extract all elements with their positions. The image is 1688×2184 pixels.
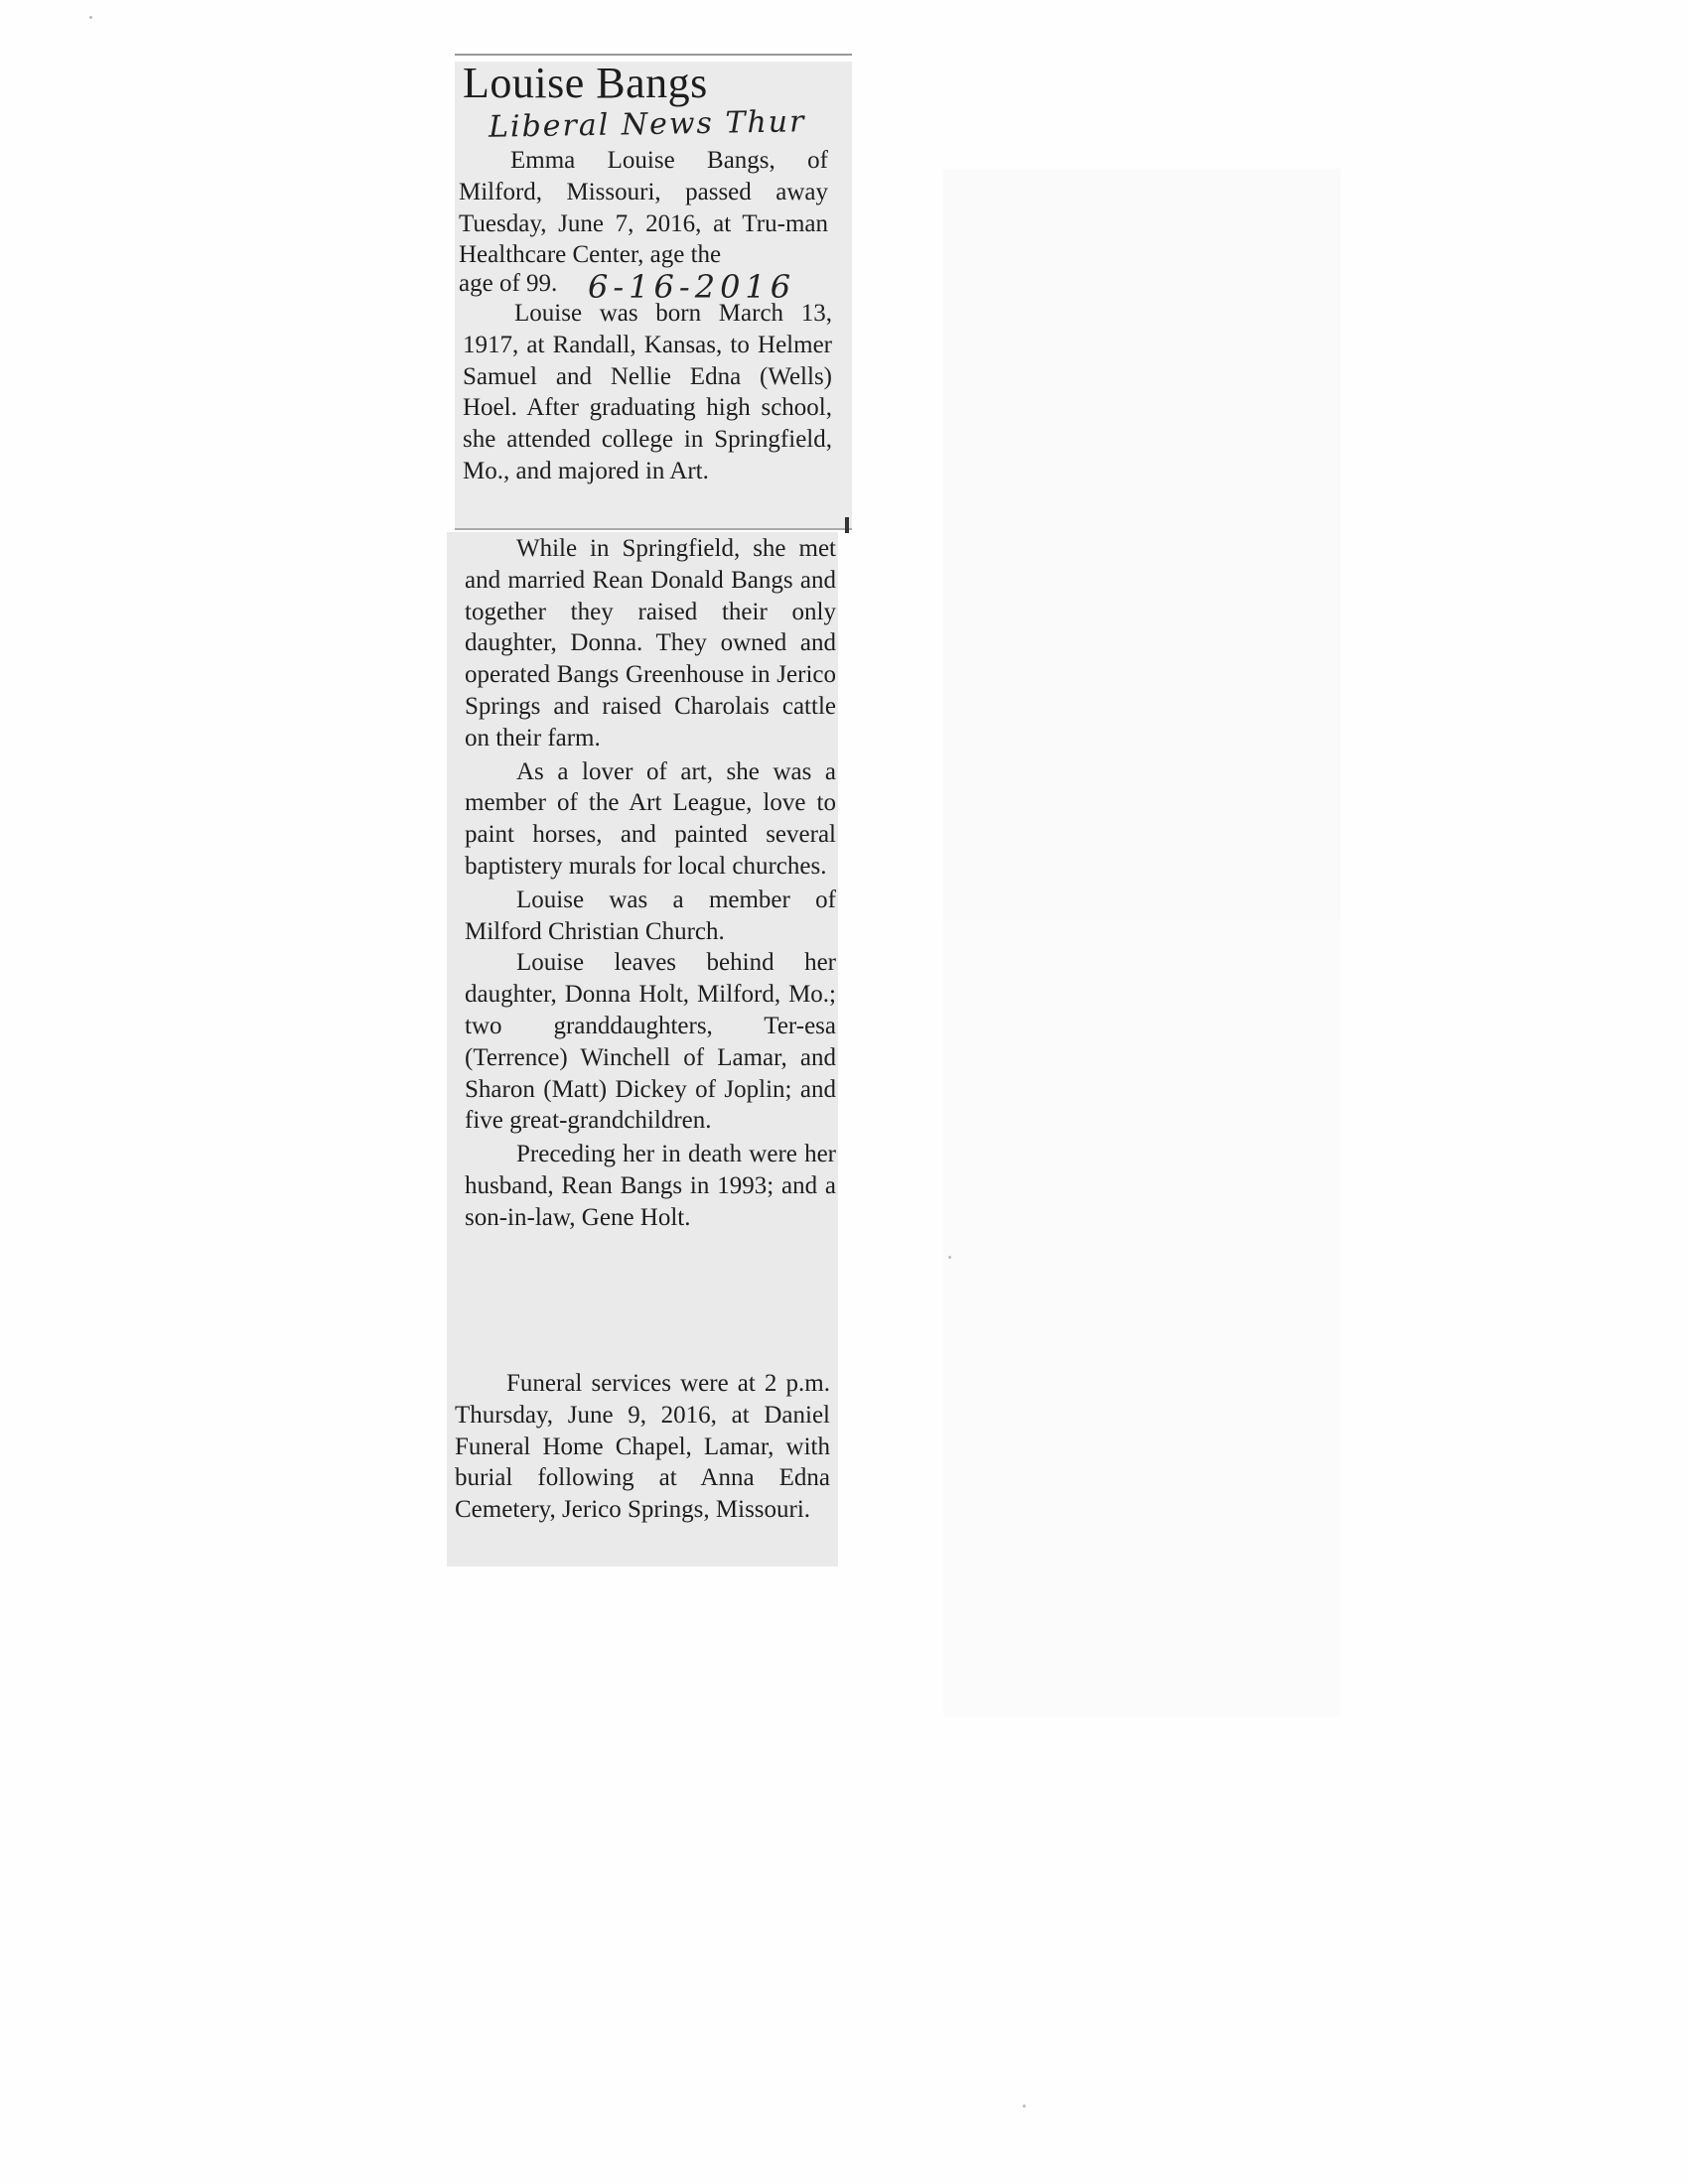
scan-speck xyxy=(89,16,92,19)
paragraph-7: Preceding her in death were her husband, Rean Bangs in 1993; and a son-in-law, Gene Holt. xyxy=(465,1141,836,1231)
paragraph-3: While in Springfield, she met and married Rean Donald Bangs and together they raised their only daughter, Donna. They owned and operated Bangs Greenhouse in Jerico Springs and raised Charolais cattle on their farm. xyxy=(465,535,836,751)
obituary-title: Louise Bangs xyxy=(463,59,708,107)
paragraph-intro xyxy=(459,145,828,271)
paragraph-1-end: age of 99. xyxy=(459,270,558,297)
paragraph-5: Louise was a member of Milford Christian Church. xyxy=(465,886,836,945)
handwritten-source-note: Liberal News Thur xyxy=(488,104,806,145)
paragraph-birth-block xyxy=(463,298,832,487)
paragraph-services-block xyxy=(455,1368,830,1526)
paragraph-life-block xyxy=(465,533,836,1234)
paragraph-1: Emma Louise Bangs, of Milford, Missouri, passed away Tuesday, June 7, 2016, at Tru-man Healthcare Center, age the xyxy=(459,147,828,269)
handwritten-date-note: 6-16-2016 xyxy=(588,268,796,306)
paragraph-4: As a lover of art, she was a member of the Art League, love to paint horses, and painted several baptistery murals for local churches. xyxy=(465,757,836,880)
paragraph-2: Louise was born March 13, 1917, at Randall, Kansas, to Helmer Samuel and Nellie Edna (Wells) Hoel. After graduating high school, she attended college in Springfield, Mo., and majored in Art. xyxy=(463,300,832,484)
scan-speck xyxy=(948,1256,951,1259)
scan-speck xyxy=(1023,2105,1026,2108)
paragraph-8: Funeral services were at 2 p.m. Thursday, June 9, 2016, at Daniel Funeral Home Chapel, Lamar, with burial following at Anna Edna Cemetery, Jerico Springs, Missouri. xyxy=(455,1370,830,1524)
clipping-edge-mark xyxy=(845,517,849,533)
paragraph-6: Louise leaves behind her daughter, Donna Holt, Milford, Mo.; two granddaughters, Ter-esa (Terrence) Winchell of Lamar, and Sharon (Matt) Dickey of Joplin; and five great-grandchildren. xyxy=(465,949,836,1135)
scan-shadow xyxy=(943,169,1340,1717)
